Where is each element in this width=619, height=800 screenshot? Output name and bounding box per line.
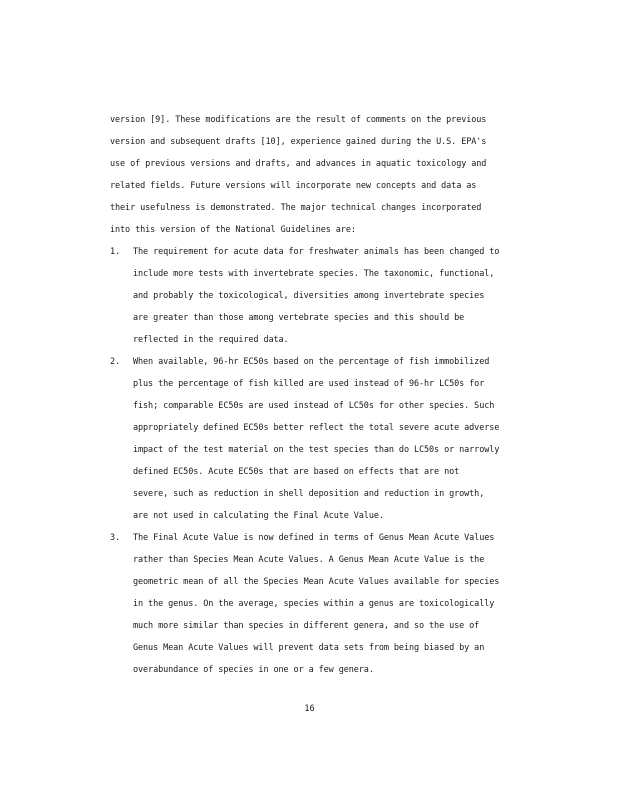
list-item-number: 1. xyxy=(110,247,121,257)
intro-paragraph xyxy=(110,109,550,241)
intro-line: version and subsequent drafts [10], experience gained during the U.S. EPA's xyxy=(110,137,487,147)
list-item-line: and probably the toxicological, diversities among invertebrate species xyxy=(133,291,485,301)
list-item-line: The requirement for acute data for freshwater animals has been changed to xyxy=(133,247,500,257)
list-item-line: geometric mean of all the Species Mean Acute Values available for species xyxy=(133,577,500,587)
intro-line: use of previous versions and drafts, and advances in aquatic toxicology and xyxy=(110,159,487,169)
list-item-2 xyxy=(110,351,550,527)
list-item-line: plus the percentage of fish killed are used instead of 96-hr LC50s for xyxy=(133,379,485,389)
body-text xyxy=(110,109,550,681)
intro-line: their usefulness is demonstrated. The major technical changes incorporated xyxy=(110,203,482,213)
list-item-number: 3. xyxy=(110,533,121,543)
list-item-line: are greater than those among vertebrate species and this should be xyxy=(133,313,465,323)
list-item-line: reflected in the required data. xyxy=(133,335,289,345)
intro-line: related fields. Future versions will incorporate new concepts and data as xyxy=(110,181,477,191)
list-item-line: rather than Species Mean Acute Values. A Genus Mean Acute Value is the xyxy=(133,555,485,565)
list-item-line: The Final Acute Value is now defined in terms of Genus Mean Acute Values xyxy=(133,533,495,543)
list-item-1 xyxy=(110,241,550,351)
intro-line: into this version of the National Guidelines are: xyxy=(110,225,356,235)
list-item-line: When available, 96-hr EC50s based on the percentage of fish immobilized xyxy=(133,357,490,367)
list-item-line: are not used in calculating the Final Acute Value. xyxy=(133,511,384,521)
list-item-line: much more similar than species in different genera, and so the use of xyxy=(133,621,480,631)
list-item-line: severe, such as reduction in shell deposition and reduction in growth, xyxy=(133,489,485,499)
list-item-line: impact of the test material on the test species than do LC50s or narrowly xyxy=(133,445,500,455)
list-item-line: overabundance of species in one or a few genera. xyxy=(133,665,374,675)
list-item-line: appropriately defined EC50s better reflect the total severe acute adverse xyxy=(133,423,500,433)
list-item-line: defined EC50s. Acute EC50s that are based on effects that are not xyxy=(133,467,460,477)
list-item-line: fish; comparable EC50s are used instead of LC50s for other species. Such xyxy=(133,401,495,411)
list-item-line: include more tests with invertebrate species. The taxonomic, functional, xyxy=(133,269,495,279)
list-item-number: 2. xyxy=(110,357,121,367)
list-item-line: in the genus. On the average, species within a genus are toxicologically xyxy=(133,599,495,609)
intro-line: version [9]. These modifications are the result of comments on the previous xyxy=(110,115,487,125)
list-item-line: Genus Mean Acute Values will prevent data sets from being biased by an xyxy=(133,643,485,653)
list-item-3 xyxy=(110,527,550,681)
page-number: 16 xyxy=(304,704,315,714)
